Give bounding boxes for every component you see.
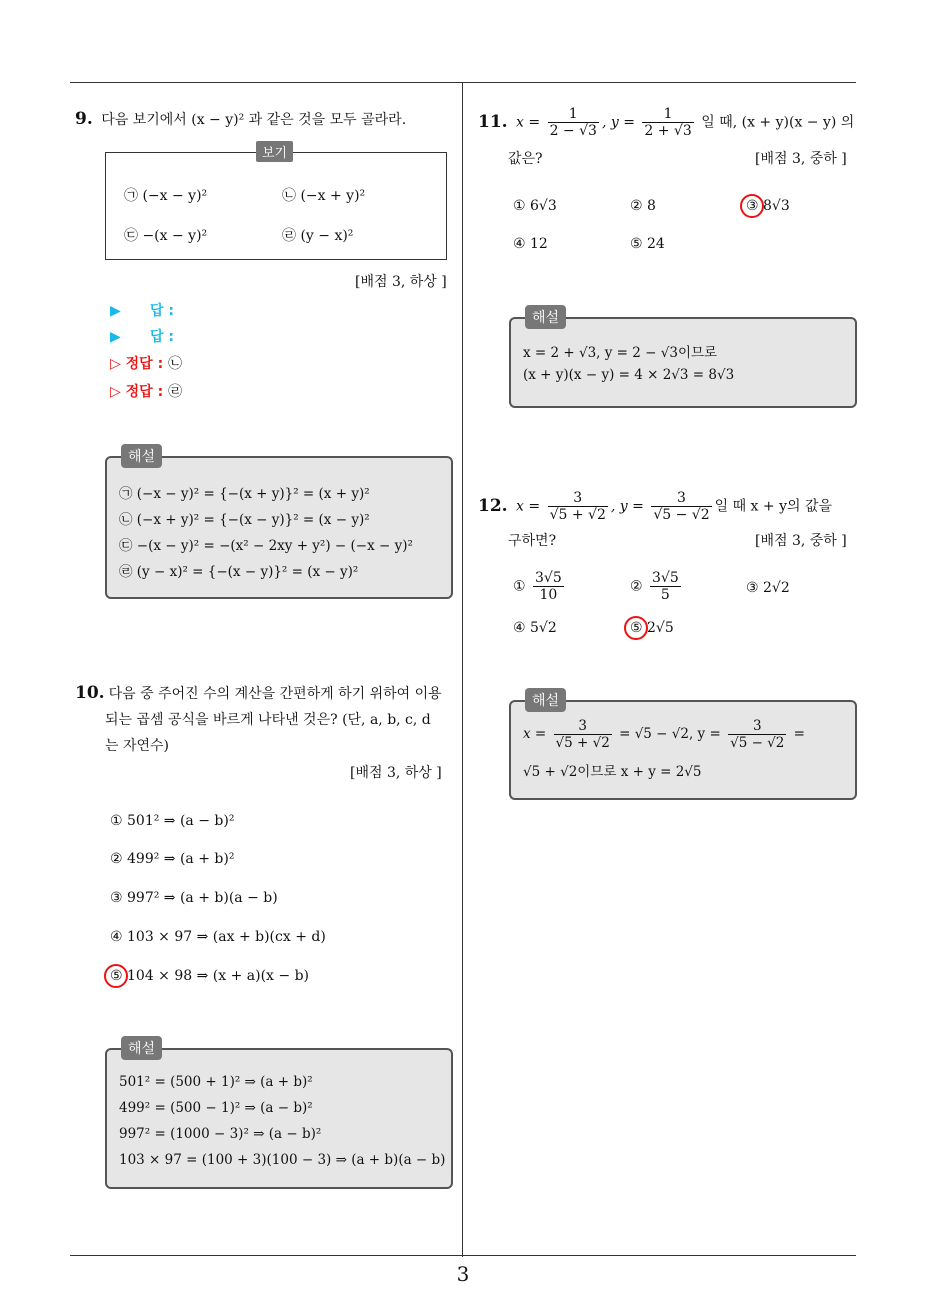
question-number: 12. — [478, 495, 508, 516]
choice-5[interactable]: ⑤ 2√5 — [630, 620, 674, 636]
choice-2[interactable]: ② 8 — [630, 198, 656, 214]
question-11 — [478, 106, 863, 139]
y-fraction: $\frac{3}{√5 - √2}$ — [653, 490, 710, 523]
bottom-rule — [70, 1255, 856, 1256]
answer-row — [110, 300, 174, 320]
score-label: [배점 3, 중하 ] — [755, 533, 847, 549]
answer-value: ㉡ — [168, 356, 183, 372]
explanation-line: x = $\frac{3}{√5 + √2}$ = √5 − √2, y = $\frac{3}{√5 - √2}$ = — [523, 718, 805, 751]
explanation-label: 해설 — [525, 305, 566, 329]
choice-4[interactable]: ④ 5√2 — [513, 620, 557, 636]
play-icon: ▶ — [110, 329, 121, 345]
explanation-box — [105, 449, 453, 599]
selected-answer-circle-icon — [624, 616, 648, 640]
choice-3[interactable]: ③ 2√2 — [746, 580, 790, 596]
choice-3[interactable]: ③ 997² ⇒ (a + b)(a − b) — [110, 890, 278, 906]
bogi-item: ㉡ (−x + y)² — [282, 188, 366, 204]
choice-1[interactable]: ① 6√3 — [513, 198, 557, 214]
question-12 — [478, 490, 863, 523]
choice-2[interactable]: ② $\frac{3√5}{5}$ — [630, 570, 679, 603]
explanation-line: ㉣ (y − x)² = {−(x − y)}² = (x − y)² — [119, 564, 359, 580]
explanation-label: 해설 — [121, 444, 162, 468]
question-9 — [75, 106, 406, 133]
x-label: x = — [516, 114, 541, 131]
score-label: [배점 3, 하상 ] — [350, 765, 442, 781]
correct-answer-row — [110, 381, 182, 401]
question-number: 9. — [75, 109, 93, 129]
explanation-line: 103 × 97 = (100 + 3)(100 − 3) ⇒ (a + b)(a − b) — [119, 1152, 446, 1168]
answer-label: 정답 : — [125, 356, 164, 372]
triangle-icon: ▷ — [110, 356, 121, 372]
x-fraction: $\frac{1}{2 - √3}$ — [549, 106, 597, 139]
explanation-line: 997² = (1000 − 3)² ⇒ (a − b)² — [119, 1126, 322, 1142]
question-text: 는 자연수) — [105, 738, 170, 754]
correct-answer-row — [110, 353, 182, 373]
choice-4[interactable]: ④ 12 — [513, 236, 548, 252]
explanation-line: x = 2 + √3, y = 2 − √3이므로 — [523, 345, 718, 361]
choice-5[interactable]: ⑤ 24 — [630, 236, 665, 252]
question-number: 11. — [478, 111, 508, 132]
page-number: 3 — [456, 1262, 470, 1286]
bogi-item: ㉣ (y − x)² — [282, 228, 354, 244]
explanation-line: √5 + √2이므로 x + y = 2√5 — [523, 764, 702, 780]
question-number: 10. — [75, 683, 105, 703]
question-text: 구하면? — [508, 533, 557, 549]
column-divider — [462, 82, 463, 1257]
x-label: x = — [516, 498, 541, 515]
choice-4[interactable]: ④ 103 × 97 ⇒ (ax + b)(cx + d) — [110, 929, 326, 945]
explanation-line: ㉠ (−x − y)² = {−(x + y)}² = (x + y)² — [119, 486, 370, 502]
play-icon: ▶ — [110, 303, 121, 319]
explanation-line: ㉡ (−x + y)² = {−(x − y)}² = (x − y)² — [119, 512, 370, 528]
explanation-line: ㉢ −(x − y)² = −(x² − 2xy + y²) − (−x − y)² — [119, 538, 413, 554]
explanation-line: 501² = (500 + 1)² ⇒ (a + b)² — [119, 1074, 313, 1090]
answer-value: ㉣ — [168, 384, 183, 400]
choice-3[interactable]: ③ 8√3 — [746, 198, 790, 214]
explanation-line: 499² = (500 − 1)² ⇒ (a − b)² — [119, 1100, 313, 1116]
bogi-item: ㉠ (−x − y)² — [124, 188, 208, 204]
score-label: [배점 3, 중하 ] — [755, 151, 847, 167]
question-text: 값은? — [508, 151, 543, 167]
explanation-box — [509, 693, 857, 800]
choice-1[interactable]: ① 501² ⇒ (a − b)² — [110, 813, 235, 829]
selected-answer-circle-icon — [104, 964, 128, 988]
question-text: 되는 곱셈 공식을 바르게 나타낸 것은? (단, a, b, c, d — [105, 712, 431, 728]
answer-label: 답 : — [150, 329, 175, 345]
y-fraction: $\frac{1}{2 + √3}$ — [644, 106, 692, 139]
triangle-icon: ▷ — [110, 384, 121, 400]
bogi-label: 보기 — [256, 141, 293, 162]
top-rule — [70, 82, 856, 83]
explanation-label: 해설 — [525, 688, 566, 712]
explanation-box — [105, 1041, 453, 1189]
question-text: 다음 중 주어진 수의 계산을 간편하게 하기 위하여 이용 — [108, 686, 442, 702]
answer-row — [110, 326, 174, 346]
choice-5[interactable]: ⑤ 104 × 98 ⇒ (x + a)(x − b) — [110, 968, 310, 984]
answer-label: 정답 : — [125, 384, 164, 400]
score-label: [배점 3, 하상 ] — [355, 274, 447, 290]
question-10 — [75, 680, 460, 759]
explanation-box — [509, 310, 857, 408]
question-text: 일 때, (x + y)(x − y) 의 — [701, 114, 855, 131]
answer-label: 답 : — [150, 303, 175, 319]
y-label: , y = — [610, 498, 644, 515]
question-text: 일 때 x + y의 값을 — [714, 498, 833, 515]
explanation-line: (x + y)(x − y) = 4 × 2√3 = 8√3 — [523, 367, 735, 383]
bogi-item: ㉢ −(x − y)² — [124, 228, 208, 244]
explanation-label: 해설 — [121, 1036, 162, 1060]
x-fraction: $\frac{3}{√5 + √2}$ — [549, 490, 606, 523]
selected-answer-circle-icon — [740, 194, 764, 218]
question-text: 다음 보기에서 (x − y)² 과 같은 것을 모두 골라라. — [101, 112, 407, 128]
choice-1[interactable]: ① $\frac{3√5}{10}$ — [513, 570, 562, 603]
choice-fraction: $\frac{3√5}{10}$ — [535, 570, 562, 603]
choice-fraction: $\frac{3√5}{5}$ — [652, 570, 679, 603]
choice-2[interactable]: ② 499² ⇒ (a + b)² — [110, 851, 235, 867]
bogi-box — [105, 146, 447, 260]
y-label: , y = — [601, 114, 635, 131]
